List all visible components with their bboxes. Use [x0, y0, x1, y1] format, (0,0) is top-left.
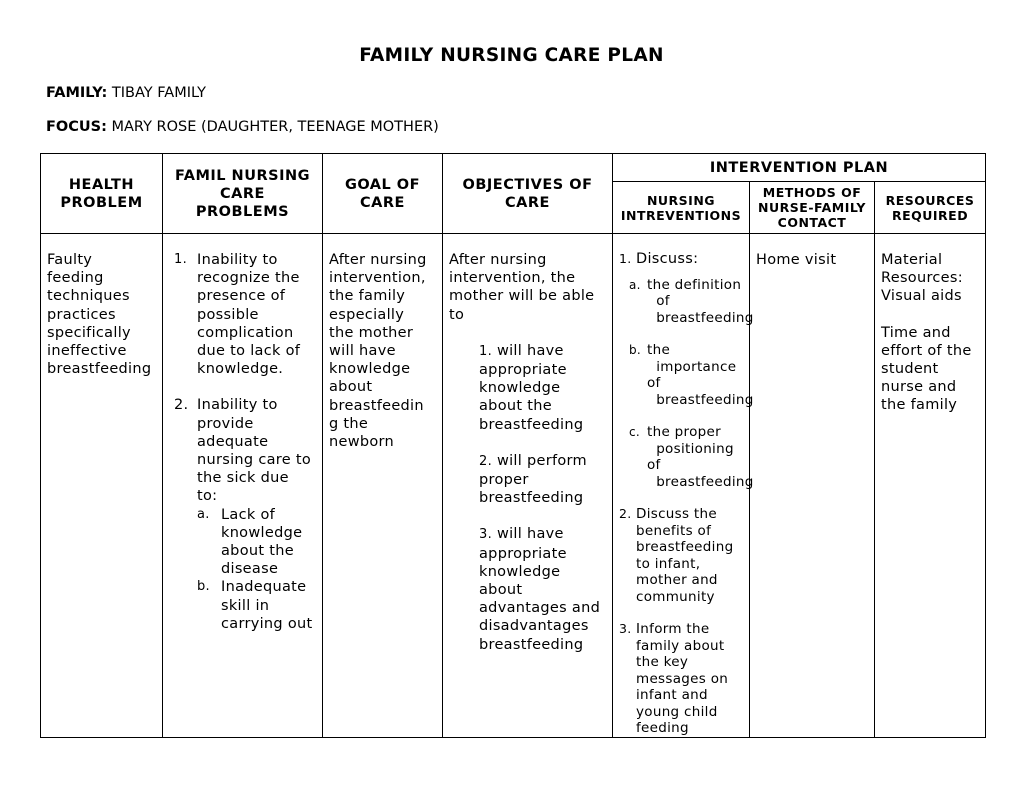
intervention-subitem: a. the definition of breastfeeding — [629, 276, 754, 326]
intervention-subitem: b. the importance of breastfeeding — [629, 342, 754, 408]
intervention-item: 2. Discuss the benefits of breastfeeding to infant, mother and community — [619, 506, 734, 605]
cell-methods-of-contact — [750, 234, 875, 738]
cell-objectives-of-care: After nursing intervention, the mother will be able to 1. will have appropriate knowledge about the breastfeeding 2. will perform proper breastfeeding 3. will have appropriate knowledge about advantages and disadvantages breastfeeding — [443, 234, 613, 738]
care-problem-subitem: a. Lack of knowledge about the disease — [197, 506, 303, 578]
objective-item: 1. will have appropriate knowledge about the breastfeeding — [479, 342, 584, 433]
cell-resources-required — [875, 234, 986, 738]
objective-item: 2. will perform proper breastfeeding — [479, 452, 587, 507]
intervention-item: 3. Inform the family about the key messages on infant and young child feeding — [619, 621, 729, 736]
resource-item: Time and effort of the student nurse and the family — [881, 324, 972, 414]
cell-health-problem: Faulty feeding techniques practices specifically ineffective breastfeeding — [41, 234, 163, 738]
family-line — [46, 85, 206, 101]
family-value: TIBAY FAMILY — [111, 85, 206, 101]
header-health-problem: HEALTH PROBLEM — [41, 154, 163, 234]
header-intervention-plan: INTERVENTION PLAN — [613, 154, 986, 182]
objective-item: 3. will have appropriate knowledge about advantages and disadvantages breastfeeding — [479, 526, 601, 653]
intervention-item: 1. Discuss: — [619, 251, 699, 267]
header-methods-of-contact: METHODS OF NURSE-FAMILY CONTACT — [750, 182, 875, 234]
focus-line — [46, 119, 439, 135]
cell-goal-of-care: After nursing intervention, the family especially the mother will have knowledge about breastfeedin g the newborn — [323, 234, 443, 738]
header-goal-of-care: GOAL OF CARE — [323, 154, 443, 234]
document-title: FAMILY NURSING CARE PLAN — [359, 45, 664, 66]
header-care-problems: FAMIL NURSING CARE PROBLEMS — [163, 154, 323, 234]
intervention-subitem: c. the proper positioning of breastfeeding — [629, 424, 754, 490]
methods-contact-value: Home visit — [756, 252, 837, 268]
cell-nursing-interventions — [613, 234, 754, 738]
care-problem-item: 1. Inability to recognize the presence of possible complication due to lack of knowledge. — [174, 252, 301, 378]
care-problem-item: 2. Inability to provide adequate nursing care to the sick due to: a. Lack of knowledge about the disease b. Inadequate skill in carrying out — [170, 396, 322, 633]
cell-care-problems — [163, 234, 323, 738]
header-resources-required: RESOURCES REQUIRED — [875, 182, 986, 234]
focus-label: FOCUS: — [46, 119, 107, 135]
resource-item: Material Resources: Visual aids — [881, 252, 963, 305]
header-nursing-interventions: NURSING INTREVENTIONS — [613, 182, 750, 234]
family-label: FAMILY: — [46, 85, 108, 101]
care-problem-subitem: b. Inadequate skill in carrying out — [197, 579, 313, 632]
header-objectives-of-care: OBJECTIVES OF CARE — [443, 154, 613, 234]
focus-value: MARY ROSE (DAUGHTER, TEENAGE MOTHER) — [111, 119, 439, 135]
care-plan-table — [40, 153, 986, 738]
